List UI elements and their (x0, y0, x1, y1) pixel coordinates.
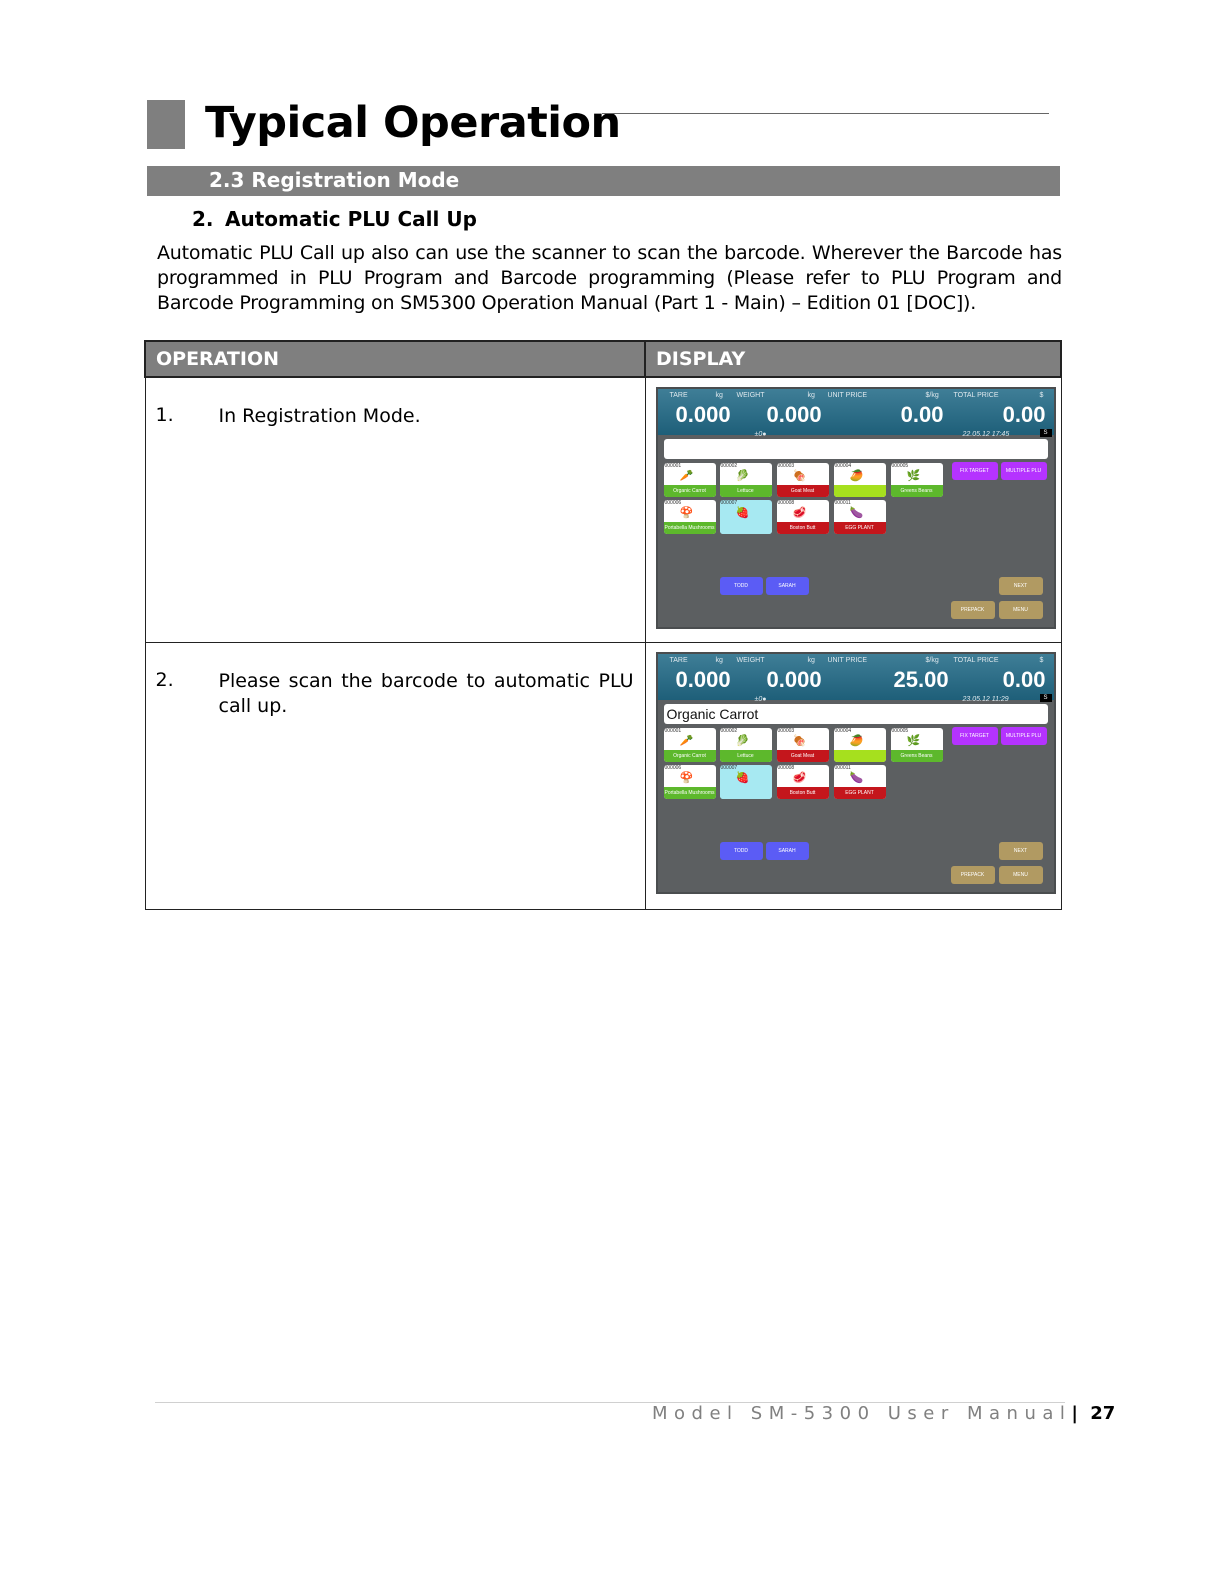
total-price-label: TOTAL PRICE (953, 392, 999, 399)
clerk-todd-button[interactable]: TODD (720, 577, 763, 595)
intro-paragraph: Automatic PLU Call up also can use the scanner to scan the barcode. Wherever the Barcode has programmed in PLU Program and Barcode programming (Please refer to PLU Program and Barcode Programming on SM5300 Operation Manual (Part 1 - Main) – Edition 01 [DOC]). (157, 242, 1062, 314)
plu-key-label (834, 485, 886, 497)
produce-icon: 🥕 (679, 735, 694, 747)
weight-label: WEIGHT (736, 392, 765, 399)
plu-code: 000008 (777, 500, 795, 506)
clerk-sarah-button[interactable]: SARAH (766, 577, 809, 595)
tare-value: 0.000 (675, 667, 731, 692)
tare-label: TARE (669, 392, 688, 399)
unit-price-label: UNIT PRICE (827, 657, 868, 664)
plu-code: 000008 (777, 765, 795, 771)
zero-status: ±0● (754, 431, 767, 438)
plu-code: 000001 (664, 463, 682, 469)
produce-icon: 🥬 (735, 470, 750, 482)
tare-unit: kg (715, 392, 723, 399)
plu-key[interactable] (777, 765, 829, 799)
plu-key[interactable] (664, 765, 716, 799)
tare-unit: kg (715, 657, 723, 664)
section-title: 2.3 Registration Mode (209, 168, 460, 192)
tare-label: TARE (669, 657, 688, 664)
produce-icon: 🥩 (792, 772, 807, 784)
fix-target-button[interactable]: FIX TARGET (952, 727, 998, 745)
plu-key[interactable] (834, 728, 886, 762)
step-number: 2. (155, 669, 174, 691)
plu-key-label: EGG PLANT (834, 522, 886, 534)
plu-key-label: Boston Butt (777, 522, 829, 534)
plu-code: 000007 (720, 765, 738, 771)
table-header-row (145, 341, 1061, 377)
produce-icon: 🌿 (906, 470, 921, 482)
scale-screen-1 (656, 387, 1056, 629)
produce-icon: 🍖 (792, 735, 807, 747)
subsection-heading (192, 207, 477, 231)
plu-key[interactable] (891, 728, 943, 762)
subsection-title: Automatic PLU Call Up (225, 207, 477, 231)
operation-table (144, 340, 1062, 910)
plu-key[interactable] (720, 463, 772, 497)
operation-cell (145, 643, 645, 910)
prepack-button[interactable]: PREPACK (951, 601, 995, 619)
plu-key-label: Boston Butt (777, 787, 829, 799)
subsection-number: 2. (192, 207, 214, 231)
plu-code: 000004 (834, 463, 852, 469)
chapter-marker (147, 100, 185, 149)
unit-price-value: 25.00 (893, 667, 949, 692)
produce-icon: 🍓 (735, 507, 750, 519)
header-display: DISPLAY (645, 341, 1061, 377)
menu-button[interactable]: MENU (999, 601, 1043, 619)
status-badge: S (1040, 429, 1052, 437)
total-price-value: 0.00 (1002, 402, 1046, 427)
total-price-unit: $ (1039, 392, 1044, 399)
step-number: 1. (155, 404, 174, 426)
footer-separator: | (1071, 1403, 1078, 1424)
plu-key[interactable] (777, 728, 829, 762)
plu-key-label: Organic Carrot (664, 485, 716, 497)
plu-code: 000002 (720, 463, 738, 469)
date-time: 23.05.12 11:29 (962, 696, 1009, 703)
plu-key-label: Organic Carrot (664, 750, 716, 762)
date-time: 22.05.12 17:45 (962, 431, 1010, 438)
clerk-todd-button[interactable]: TODD (720, 842, 763, 860)
weight-value: 0.000 (766, 402, 822, 427)
menu-button[interactable]: MENU (999, 866, 1043, 884)
plu-code: 000007 (720, 500, 738, 506)
produce-icon: 🍆 (849, 772, 864, 784)
weight-unit: kg (807, 392, 815, 399)
table-row (145, 643, 1061, 910)
weight-label: WEIGHT (736, 657, 765, 664)
plu-key[interactable] (834, 500, 886, 534)
scale-readout (658, 654, 1054, 700)
total-price-unit: $ (1039, 657, 1044, 664)
plu-key-label: Greens Beans (891, 485, 943, 497)
plu-key-label (834, 750, 886, 762)
produce-icon: 🍓 (735, 772, 750, 784)
total-price-label: TOTAL PRICE (953, 657, 999, 664)
status-badge: S (1040, 694, 1052, 702)
step-text: In Registration Mode. (218, 405, 421, 427)
plu-code: 000011 (834, 500, 851, 506)
section-bar (147, 166, 1060, 196)
unit-price-label: UNIT PRICE (827, 392, 868, 399)
plu-code: 000011 (834, 765, 851, 771)
produce-icon: 🍄 (679, 772, 694, 784)
plu-key-label: Lettuce (720, 485, 772, 497)
plu-key[interactable] (834, 765, 886, 799)
plu-key[interactable] (720, 500, 772, 534)
scale-screen-2 (656, 652, 1056, 894)
plu-code: 000006 (664, 765, 682, 771)
plu-key[interactable] (720, 728, 772, 762)
footer-model: Model SM-5300 User Manual (652, 1403, 1072, 1424)
plu-key[interactable] (891, 463, 943, 497)
page-number: 27 (1090, 1403, 1116, 1424)
header-operation: OPERATION (145, 341, 645, 377)
produce-icon: 🥭 (849, 735, 864, 747)
plu-key-label: Goat Meat (777, 485, 829, 497)
chapter-title: Typical Operation (205, 98, 621, 148)
plu-code: 000005 (891, 463, 909, 469)
next-button[interactable]: NEXT (999, 577, 1043, 595)
plu-key-label: Lettuce (720, 750, 772, 762)
unit-price-unit: $/kg (925, 657, 939, 664)
plu-code: 000003 (777, 728, 795, 734)
plu-key[interactable] (664, 463, 716, 497)
produce-icon: 🥬 (735, 735, 750, 747)
footer (652, 1403, 1115, 1424)
plu-key[interactable] (777, 500, 829, 534)
plu-key[interactable] (777, 463, 829, 497)
plu-code: 000005 (891, 728, 909, 734)
prepack-button[interactable]: PREPACK (951, 866, 995, 884)
multiple-plu-button[interactable]: MULTIPLE PLU (1001, 462, 1047, 480)
produce-icon: 🥕 (679, 470, 694, 482)
step-text: Please scan the barcode to automatic PLU call up. (218, 670, 634, 717)
total-price-value: 0.00 (1002, 667, 1046, 692)
table-row (145, 377, 1061, 643)
produce-icon: 🍄 (679, 507, 694, 519)
plu-key[interactable] (834, 463, 886, 497)
plu-key-label (720, 522, 772, 534)
produce-icon: 🥩 (792, 507, 807, 519)
display-cell (645, 377, 1061, 643)
plu-code: 000006 (664, 500, 682, 506)
fix-target-button[interactable]: FIX TARGET (952, 462, 998, 480)
plu-key[interactable] (664, 500, 716, 534)
multiple-plu-button[interactable]: MULTIPLE PLU (1001, 727, 1047, 745)
produce-icon: 🍆 (849, 507, 864, 519)
tare-value: 0.000 (675, 402, 731, 427)
plu-key[interactable] (720, 765, 772, 799)
item-name-bar: Organic Carrot (664, 704, 1048, 724)
plu-key-label: Goat Meat (777, 750, 829, 762)
zero-status: ±0● (754, 696, 767, 703)
clerk-sarah-button[interactable]: SARAH (766, 842, 809, 860)
produce-icon: 🌿 (906, 735, 921, 747)
operation-cell (145, 377, 645, 643)
next-button[interactable]: NEXT (999, 842, 1043, 860)
chapter-rule (602, 113, 1049, 114)
plu-code: 000001 (664, 728, 682, 734)
weight-value: 0.000 (766, 667, 822, 692)
plu-code: 000003 (777, 463, 795, 469)
produce-icon: 🍖 (792, 470, 807, 482)
plu-code: 000004 (834, 728, 852, 734)
weight-unit: kg (807, 657, 815, 664)
plu-key-label: EGG PLANT (834, 787, 886, 799)
unit-price-unit: $/kg (925, 392, 939, 399)
display-cell (645, 643, 1061, 910)
scale-readout (658, 389, 1054, 435)
plu-key[interactable] (664, 728, 716, 762)
produce-icon: 🥭 (849, 470, 864, 482)
plu-key-label: Greens Beans (891, 750, 943, 762)
unit-price-value: 0.00 (900, 402, 944, 427)
plu-key-label (720, 787, 772, 799)
plu-code: 000002 (720, 728, 738, 734)
plu-key-label: Portabella Mushrooms (664, 787, 716, 799)
plu-key-label: Portabella Mushrooms (664, 522, 716, 534)
item-name-bar (664, 439, 1048, 459)
